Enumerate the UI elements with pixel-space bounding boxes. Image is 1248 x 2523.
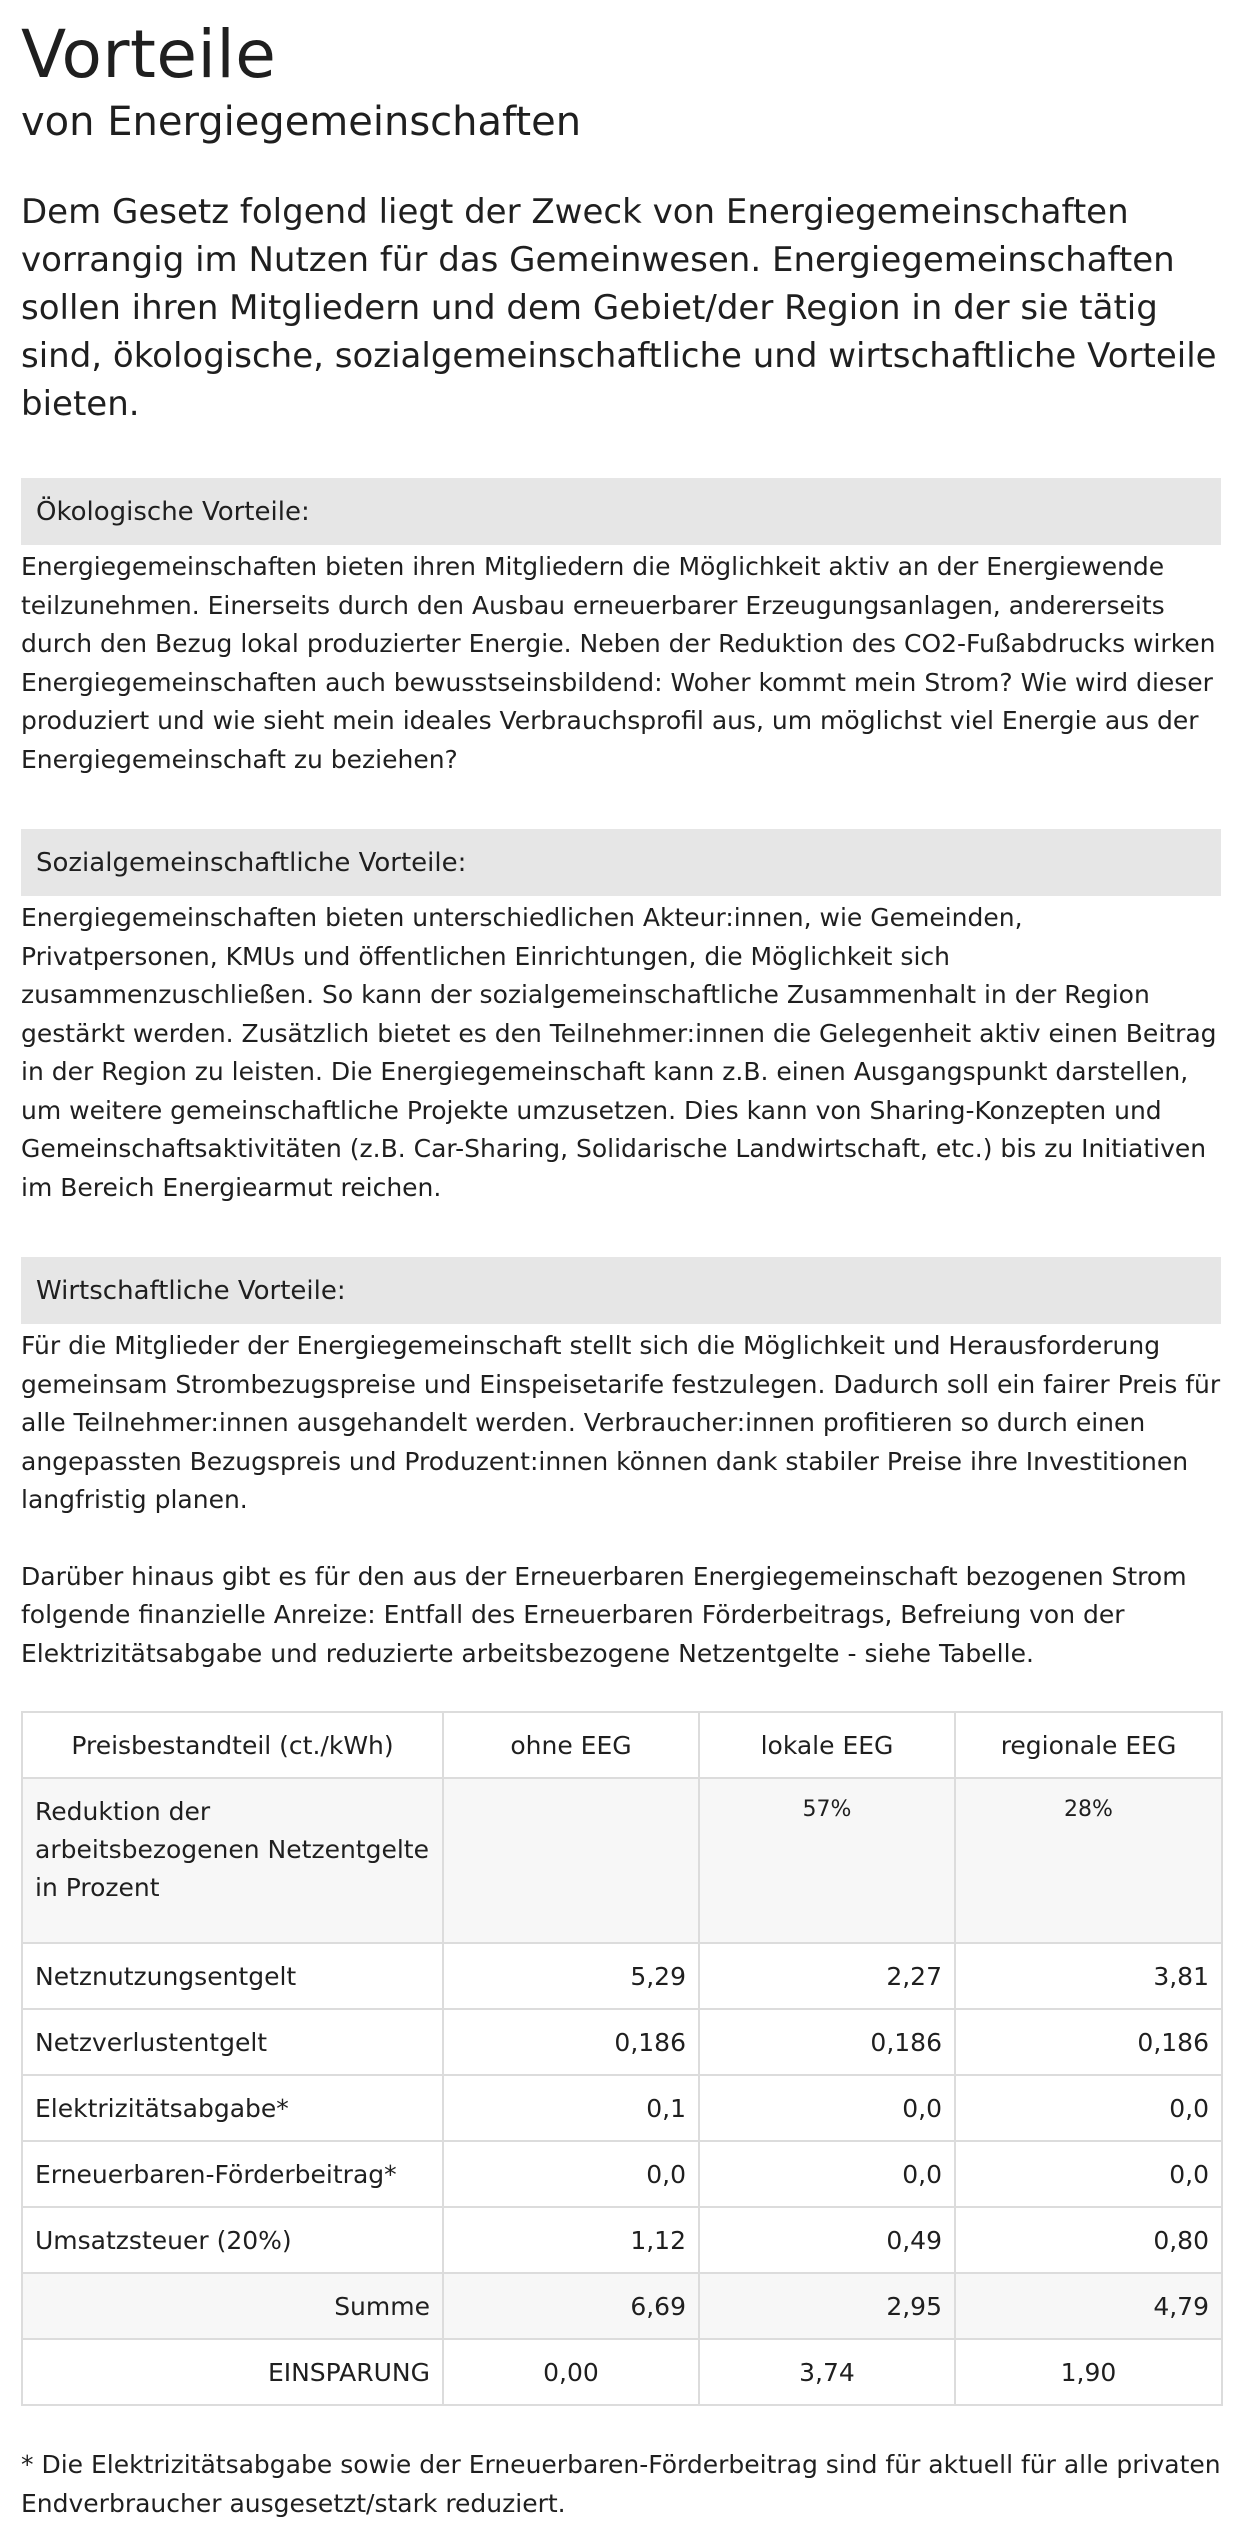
table-cell: 0,1 [443, 2075, 699, 2141]
row-label: Netzverlustentgelt [22, 2009, 443, 2075]
table-cell: 0,80 [955, 2207, 1222, 2273]
table-cell: 0,186 [699, 2009, 955, 2075]
table-cell: 0,186 [955, 2009, 1222, 2075]
section-paragraph: Energiegemeinschaften bieten ihren Mitgliedern die Möglichkeit aktiv an der Energiewende teilzunehmen. Einerseits durch den Ausbau erneuerbarer Erzeugungsanlagen, andererseits durch den Bezug lokal produzierter Energie. Neben der Reduktion des CO2-Fußabdrucks wirken Energiegemeinschaften auch bewusstseinsbildend: Woher kommt mein Strom? Wie wird dieser produziert und wie sieht mein ideales Verbrauchsprofil aus, um möglichst viel Energie aus der Energiegemeinschaft zu beziehen? [21, 552, 1216, 774]
table-cell: 57% [699, 1778, 955, 1943]
page [21, 0, 1221, 2523]
table-cell: 4,79 [955, 2273, 1222, 2339]
section-body-economic [21, 1327, 1226, 1673]
table-cell: 2,27 [699, 1943, 955, 2009]
table-cell: 5,29 [443, 1943, 699, 2009]
table-header-cell: ohne EEG [443, 1712, 699, 1778]
table-cell: 0,0 [955, 2141, 1222, 2207]
table-cell: 0,186 [443, 2009, 699, 2075]
table-header-row [22, 1712, 1222, 1778]
section-body-ecological [21, 548, 1226, 779]
section-paragraph: Energiegemeinschaften bieten unterschiedlichen Akteur:innen, wie Gemeinden, Privatpersonen, KMUs und öffentlichen Einrichtungen, die Möglichkeit sich zusammenzuschließen. So kann der sozialgemeinschaftliche Zusammenhalt in der Region gestärkt werden. Zusätzlich bietet es den Teilnehmer:innen die Gelegenheit aktiv einen Beitrag in der Region zu leisten. Die Energiegemeinschaft kann z.B. einen Ausgangspunkt darstellen, um weitere gemeinschaftliche Projekte umzusetzen. Dies kann von Sharing-Konzepten und Gemeinschaftsaktivitäten (z.B. Car-Sharing, Solidarische Landwirtschaft, etc.) bis zu Initiativen im Bereich Energiearmut reichen. [21, 903, 1217, 1202]
section-paragraph: Darüber hinaus gibt es für den aus der Erneuerbaren Energiegemeinschaft bezogenen Strom folgende finanzielle Anreize: Entfall des Erneuerbaren Förderbeitrags, Befreiung von der Elektrizitätsabgabe und reduzierte arbeitsbezogene Netzentgelte - siehe Tabelle. [21, 1561, 1187, 1668]
row-label: Reduktion der arbeitsbezogenen Netzentgelte in Prozent [22, 1778, 443, 1943]
row-label: Erneuerbaren-Förderbeitrag* [22, 2141, 443, 2207]
table-cell: 0,0 [955, 2075, 1222, 2141]
page-subtitle: von Energiegemeinschaften [21, 99, 582, 145]
section-body-social [21, 899, 1226, 1207]
table-row-reduction [22, 1778, 1222, 1943]
table-cell: 3,81 [955, 1943, 1222, 2009]
row-label: Netznutzungsentgelt [22, 1943, 443, 2009]
row-label: Elektrizitätsabgabe* [22, 2075, 443, 2141]
table-cell: 2,95 [699, 2273, 955, 2339]
table-row [22, 1943, 1222, 2009]
section-heading-ecological: Ökologische Vorteile: [21, 478, 1221, 545]
table-cell: 1,90 [955, 2339, 1222, 2405]
intro-text: Dem Gesetz folgend liegt der Zweck von Energiegemeinschaften vorrangig im Nutzen für das Gemeinwesen. Energiegemeinschaften sollen ihren Mitgliedern und dem Gebiet/der Region in der sie tätig sind, ökologische, sozialgemeinschaftliche und wirtschaftliche Vorteile bieten. [21, 192, 1217, 424]
section-paragraph: Für die Mitglieder der Energiegemeinschaft stellt sich die Möglichkeit und Herausforderung gemeinsam Strombezugspreise und Einspeisetarife festzulegen. Dadurch soll ein fairer Preis für alle Teilnehmer:innen ausgehandelt werden. Verbraucher:innen profitieren so durch einen angepassten Bezugspreis und Produzent:innen können dank stabiler Preise ihre Investitionen langfristig planen. [21, 1331, 1221, 1514]
footnote: * Die Elektrizitätsabgabe sowie der Erneuerbaren-Förderbeitrag sind für aktuell für alle privaten Endverbraucher ausgesetzt/stark reduziert. [21, 2450, 1221, 2518]
table-header-cell: regionale EEG [955, 1712, 1222, 1778]
table-row-sum [22, 2273, 1222, 2339]
table-header-cell: lokale EEG [699, 1712, 955, 1778]
table-cell: 0,0 [699, 2141, 955, 2207]
table-cell: 6,69 [443, 2273, 699, 2339]
page-title: Vorteile [21, 16, 277, 93]
table-cell: 0,0 [443, 2141, 699, 2207]
table-row-savings [22, 2339, 1222, 2405]
table-row [22, 2207, 1222, 2273]
table-cell [443, 1778, 699, 1943]
table-cell: 3,74 [699, 2339, 955, 2405]
table-cell: 0,00 [443, 2339, 699, 2405]
row-label: Summe [22, 2273, 443, 2339]
section-heading-social: Sozialgemeinschaftliche Vorteile: [21, 829, 1221, 896]
row-label: Umsatzsteuer (20%) [22, 2207, 443, 2273]
table-cell: 0,0 [699, 2075, 955, 2141]
table-cell: 0,49 [699, 2207, 955, 2273]
table-cell: 28% [955, 1778, 1222, 1943]
table-row [22, 2009, 1222, 2075]
table-row [22, 2141, 1222, 2207]
table-cell: 1,12 [443, 2207, 699, 2273]
price-table [21, 1711, 1223, 2406]
row-label: EINSPARUNG [22, 2339, 443, 2405]
section-heading-economic: Wirtschaftliche Vorteile: [21, 1257, 1221, 1324]
table-header-cell: Preisbestandteil (ct./kWh) [22, 1712, 443, 1778]
table-row [22, 2075, 1222, 2141]
